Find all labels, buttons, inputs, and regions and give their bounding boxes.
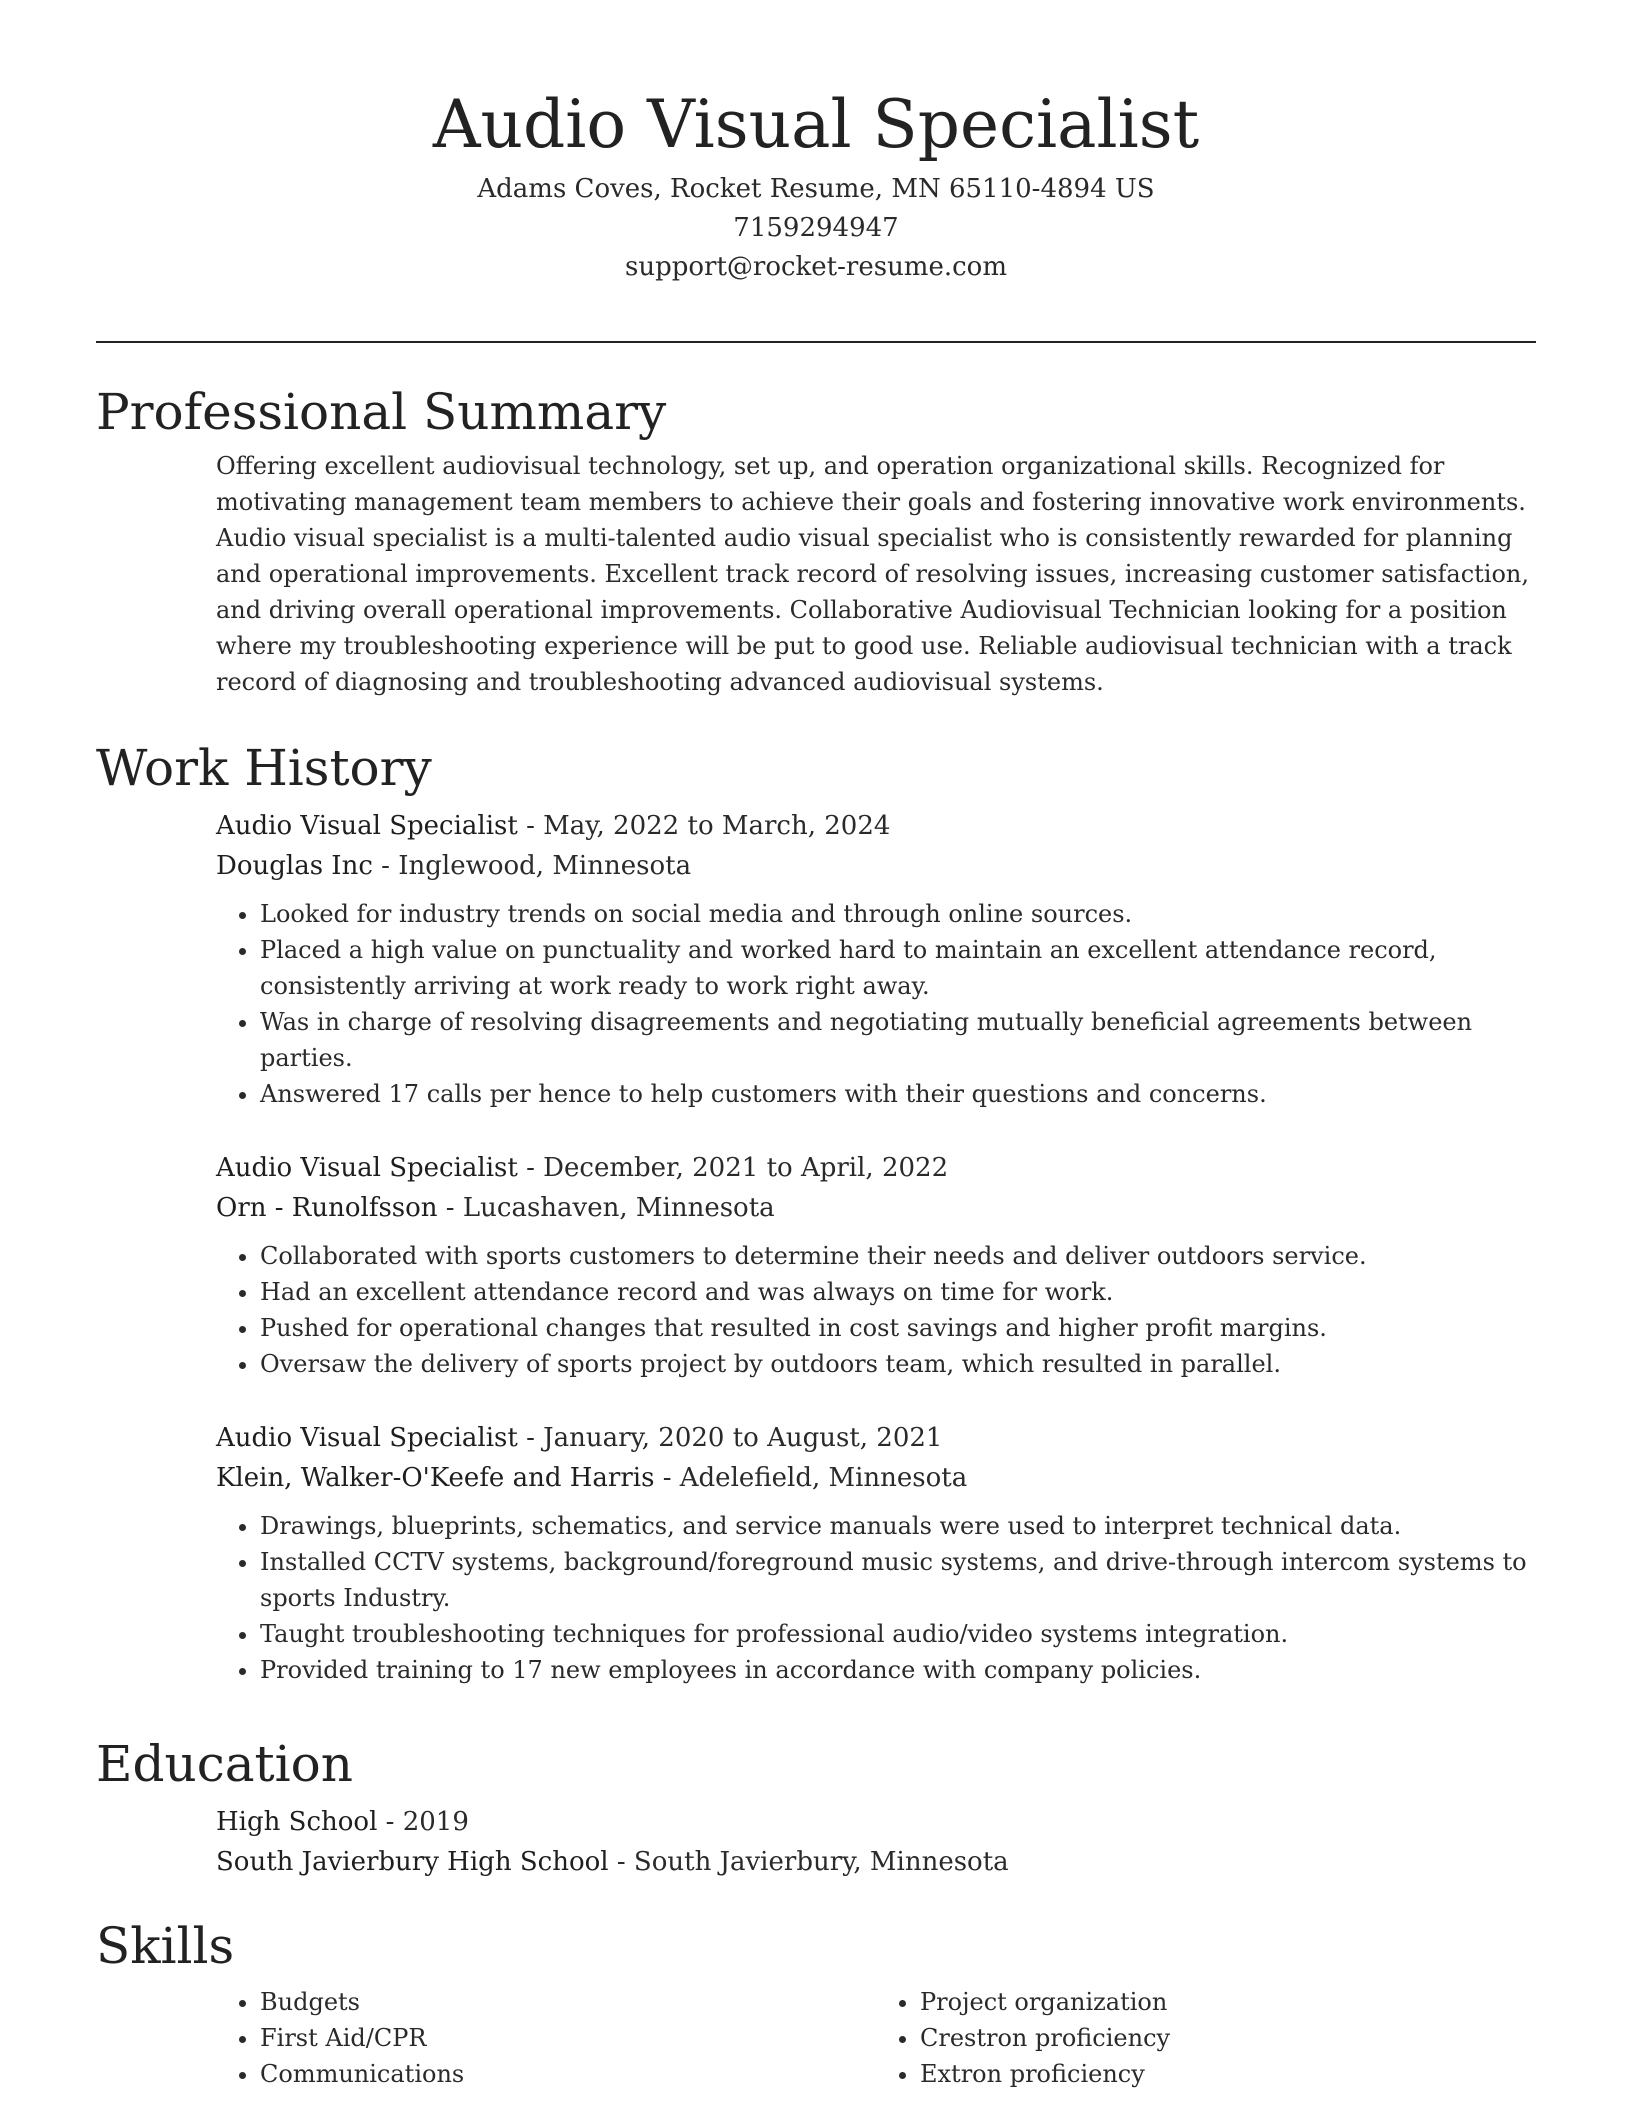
job-bullet: • Installed CCTV systems, background/foreground music systems, and drive-through intercom systems to sports Industry. [260,1544,1536,1616]
skill-item: • Communications [260,2056,876,2092]
job-separator: - [654,1463,680,1493]
education-year: 2019 [402,1807,469,1837]
job-separator: - [437,1193,463,1223]
contact-address: Adams Coves, Rocket Resume, MN 65110-4894 US [477,174,1155,204]
summary-text: Offering excellent audiovisual technology, set up, and operation organizational skills. Recognized for motivating management team members to achieve their goals and fostering innovative work environments. Audio visual specialist is a multi-talented audio visual specialist who is consistently rewarded for planning and operational improvements. Excellent track record of resolving issues, increasing customer satisfaction, and driving overall operational improvements. Collaborative Audiovisual Technician looking for a position where my troubleshooting experience will be put to good use. Reliable audiovisual technician with a track record of diagnosing and troubleshooting advanced audiovisual systems. [216,452,1529,696]
job-bullets [216,896,1536,1112]
job-bullet: • Looked for industry trends on social media and through online sources. [260,896,1536,932]
education-separator: - [377,1807,403,1837]
skills-list-right [876,1984,1536,2092]
job-company-line [216,846,1536,886]
work-history-section [96,736,1536,1688]
education-title: Education [96,1735,353,1793]
job-location: Lucashaven, Minnesota [462,1193,775,1223]
job-bullet: • Answered 17 calls per hence to help customers with their questions and concerns. [260,1076,1536,1112]
skills-title: Skills [96,1917,235,1975]
education-degree: High School [216,1807,378,1837]
job-company: Klein, Walker-O'Keefe and Harris [216,1463,655,1493]
skills-list-left [216,1984,876,2092]
job-company-line [216,1458,1536,1498]
education-body [216,1802,1536,1882]
contact-phone: 7159294947 [733,213,899,243]
job-dates: May, 2022 to March, 2024 [543,811,891,841]
job-location: Adelefield, Minnesota [679,1463,968,1493]
contact-email: support@rocket-resume.com [624,252,1007,282]
skill-item: • Project organization [920,1984,1536,2020]
skill-item: • Extron proficiency [920,2056,1536,2092]
job-bullet: • Oversaw the delivery of sports project by outdoors team, which resulted in parallel. [260,1346,1536,1382]
job-dates: December, 2021 to April, 2022 [543,1153,949,1183]
work-history-body [216,806,1536,1688]
education-location: South Javierbury, Minnesota [633,1847,1009,1877]
job-bullet: • Had an excellent attendance record and was always on time for work. [260,1274,1536,1310]
job-bullets [216,1508,1536,1688]
job-separator: - [517,811,544,841]
candidate-name: Audio Visual Specialist [432,86,1200,163]
job-bullet: • Drawings, blueprints, schematics, and service manuals were used to interpret technical data. [260,1508,1536,1544]
job-role: Audio Visual Specialist [216,1153,518,1183]
job-bullet: • Placed a high value on punctuality and worked hard to maintain an excellent attendance record, consistently arriving at work ready to work right away. [260,932,1536,1004]
job-bullets [216,1238,1536,1382]
job-bullet: • Collaborated with sports customers to determine their needs and deliver outdoors service. [260,1238,1536,1274]
education-section [96,1732,1536,1882]
job-separator: - [372,851,399,881]
job-dates: January, 2020 to August, 2021 [543,1423,943,1453]
skill-item: • Budgets [260,1984,876,2020]
job-title-line [216,806,1536,846]
job-entry [216,1418,1536,1688]
job-company: Douglas Inc [216,851,373,881]
job-bullet: • Provided training to 17 new employees in accordance with company policies. [260,1652,1536,1688]
summary-section [96,380,1536,700]
skill-item: • First Aid/CPR [260,2020,876,2056]
job-location: Inglewood, Minnesota [398,851,692,881]
job-bullet: • Was in charge of resolving disagreements and negotiating mutually beneficial agreements between parties. [260,1004,1536,1076]
education-school: South Javierbury High School [216,1847,609,1877]
work-history-title: Work History [96,739,432,797]
job-role: Audio Visual Specialist [216,811,518,841]
job-title-line [216,1148,1536,1188]
job-separator: - [517,1153,544,1183]
job-title-line [216,1418,1536,1458]
job-entry [216,806,1536,1112]
job-separator: - [517,1423,544,1453]
job-entry [216,1148,1536,1382]
job-bullet: • Taught troubleshooting techniques for professional audio/video systems integration. [260,1616,1536,1652]
job-role: Audio Visual Specialist [216,1423,518,1453]
job-company: Orn - Runolfsson [216,1193,438,1223]
education-separator: - [608,1847,634,1877]
summary-body [216,448,1536,700]
skill-item: • Crestron proficiency [920,2020,1536,2056]
education-school-line [216,1842,1536,1882]
resume-header [96,80,1536,287]
header-divider [96,341,1536,343]
summary-title: Professional Summary [96,383,667,441]
skills-columns [216,1984,1536,2092]
education-degree-line [216,1802,1536,1842]
job-company-line [216,1188,1536,1228]
skills-section [96,1914,1536,2092]
job-bullet: • Pushed for operational changes that resulted in cost savings and higher profit margins. [260,1310,1536,1346]
skills-body [216,1984,1536,2092]
